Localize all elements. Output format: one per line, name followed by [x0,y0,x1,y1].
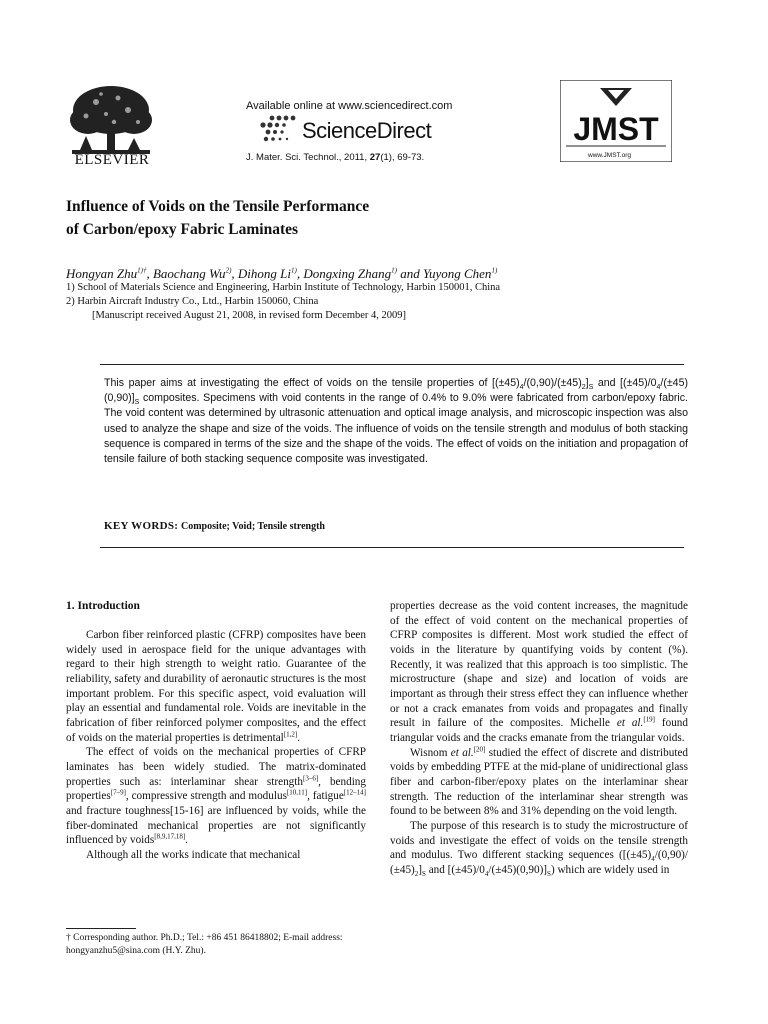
abstract: This paper aims at investigating the effect of voids on the tensile properties of $[(\pm 45)_4/(0,90)/(\pm 45)_2]_S$ and $[(\pm 45)/0_4/(\pm 45)(0,90)]_S$ composites. Specimens with void contents in the range of 0.4% to 9.0% were fabricated from carbon/epoxy fabric. The void content was determined by ultrasonic attenuation and optical image analysis, and microscopic inspection was also used to analyze the shape and size of the voids. The influence of voids on the tensile strength and modulus of both stacking sequence is compared in terms of the size and the shape of the voids. The effect of voids on the initiation and propagation of tensile failure of both stacking sequence composite was investigated. [104,377,688,466]
manuscript-received-note: [Manuscript received August 21, 2008, in revised form December 4, 2009] [92,310,407,321]
jmst-url: www.JMST.org [588,152,631,159]
sciencedirect-wordmark: ScienceDirect [302,118,432,143]
affiliation-1: 1) School of Materials Science and Engineering, Harbin Institute of Technology, Harbin 150001, China [66,282,501,293]
elsevier-wordmark: ELSEVIER [74,152,150,168]
jmst-logo [560,80,672,162]
author-name: Yuyong Chen [422,266,492,281]
right-column [390,599,688,877]
title-line-1: Influence of Voids on the Tensile Performance [66,198,370,215]
sciencedirect-dots-icon [258,114,298,144]
keywords [104,520,325,532]
available-online-text: Available online at www.sciencedirect.com [246,100,453,112]
section-heading: 1. Introduction [66,600,140,612]
paragraph: The effect of voids on the mechanical properties of CFRP laminates has been widely studied. The matrix-dominated properties such as: interlaminar shear strength[3–6], bending properties[7–9], compressive strength and modulus[10,11], fatigue[12–14] and fracture toughness[15-16] are influenced by voids, while the fiber-dominated mechanical properties are not significantly influenced by voids[8,9,17,18]. [66,746,366,847]
author-name: Dihong Li [237,266,291,281]
footnote-rule [66,928,136,929]
keywords-text: Composite; Void; Tensile strength [180,521,325,532]
paragraph: Carbon fiber reinforced plastic (CFRP) composites have been widely used in aerospace field for the unique advantages with regard to their high strength to weight ratio. Guarantee of the reliability, safety and durability of aeronautic structures is the most important problem. For this specific aspect, void evaluation will play an essential and fundamental role. Voids are inevitable in the fabrication of fiber reinforced polymer composites, and the effect of voids on the material properties is detrimental[1,2]. [66,629,366,744]
journal-citation: J. Mater. Sci. Technol., 2011, 27(1), 69-73. [246,152,425,163]
left-column [66,628,366,863]
corresponding-author-footnote: † Corresponding author. Ph.D.; Tel.: +86 451 86418802; E-mail address: hongyanzhu5@sina.com (H.Y. Zhu). [66,933,343,956]
affiliation-2: 2) Harbin Aircraft Industry Co., Ltd., Harbin 150060, China [66,296,319,307]
keywords-label: KEY WORDS: [104,520,179,532]
paragraph: The purpose of this research is to study the microstructure of voids and investigate the effect of voids on the tensile strength and modulus. Two different stacking sequences ([$(\pm 45)_4/(0,90)/$ $(\pm 45)_2]_S$ and $[(\pm 45)/0_4/(\pm 45)(0,90)]_S$) which are widely used in [390,819,688,879]
paper-title [66,195,586,241]
paragraph: properties decrease as the void content increases, the magnitude of the effect of void content on the mechanical properties of CFRP composites is different. Most work studied the effect of voids in the literature by quantifying voids by content (%). Recently, it was realized that this approach is too simplistic. The microstructure (shape and size) and location of voids are important as through their stress effect they can influence whether or not a crack emanates from voids and propagates and finally result in failure of the composites. Michelle et al.[19] found triangular voids and the cracks emanate from the triangular voids. [390,600,688,744]
author-name: Hongyan Zhu [66,266,138,281]
paragraph: Wisnom et al.[20] studied the effect of discrete and distributed voids by embedding PTFE at the mid-plane of unidirectional glass fiber and carbon-fiber/epoxy plates on the interlaminar shear strength. The reduction of the interlaminar shear strength was found to be between 8% and 31% depending on the void length. [390,744,688,818]
author-list: Hongyan Zhu$^{1)\dagger}$, Baochang Wu$^{2)}$, Dihong Li$^{1)}$, Dongxing Zhang$^{1)}$ and Yuyong Chen$^{1)}$ [66,266,498,281]
author-name: Dongxing Zhang [303,266,392,281]
title-line-2: of Carbon/epoxy Fabric Laminates [66,221,299,238]
abstract-bottom-rule [100,547,684,548]
jmst-wordmark: JMST [573,111,659,147]
abstract-top-rule [100,364,684,365]
paragraph: Although all the works indicate that mechanical [86,848,301,861]
author-name: Baochang Wu [152,266,226,281]
